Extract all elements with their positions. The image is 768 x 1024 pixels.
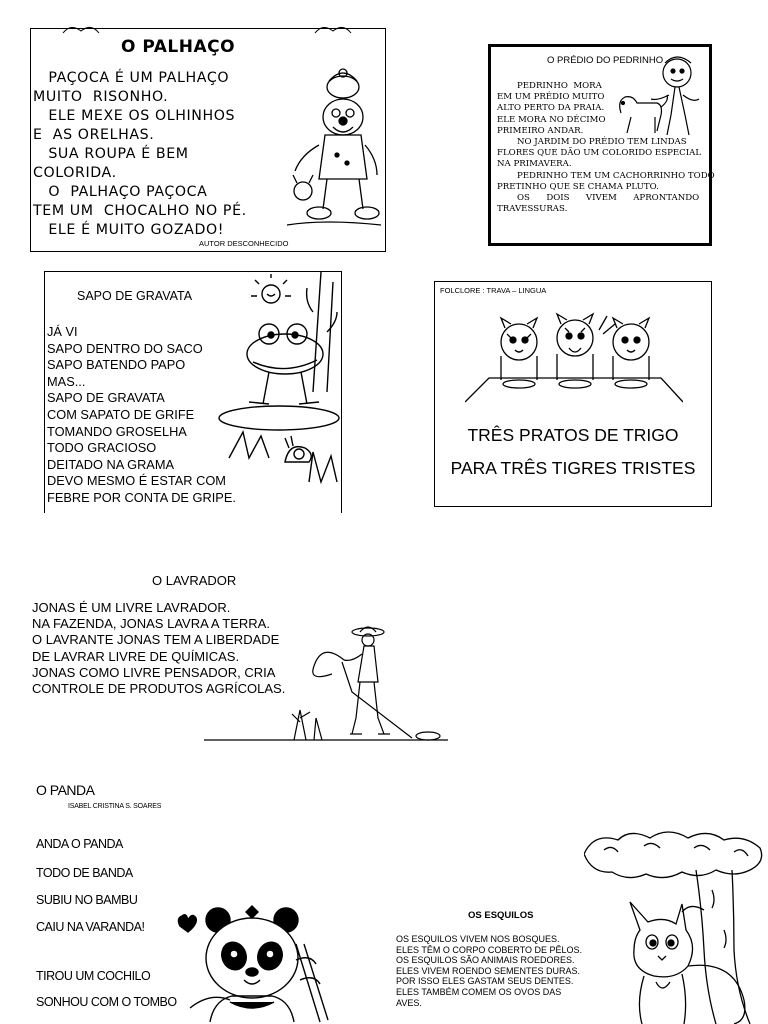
poem-line: CONTROLE DE PRODUTOS AGRÍCOLAS.: [32, 681, 286, 697]
poem-line: E AS ORELHAS.: [33, 127, 155, 143]
frog-illustration: [209, 272, 341, 492]
poem-line: ELES TÊM O CORPO COBERTO DE PÊLOS.: [396, 944, 583, 955]
poem-line: ELE MEXE OS OLHINHOS: [33, 108, 236, 124]
poem-line: COLORIDA.: [33, 165, 117, 181]
clown-illustration: [285, 59, 383, 231]
poem-line: JONAS COMO LIVRE PENSADOR, CRIA: [32, 664, 276, 680]
poem-line: NO JARDIM DO PRÉDIO TEM LINDAS: [517, 137, 687, 148]
poem-line: PRETINHO QUE SE CHAMA PLUTO.: [497, 181, 659, 192]
card-title: FOLCLORE : TRAVA – LINGUA: [440, 286, 547, 295]
ornament-icon: [61, 23, 101, 37]
poem-line: DEVO MESMO É ESTAR COM: [47, 473, 226, 489]
poem-line: SUBIU NO BAMBU: [36, 893, 138, 907]
card-o-palhaco: [30, 28, 386, 252]
poem-line: JONAS É UM LIVRE LAVRADOR.: [32, 600, 231, 615]
poem-line: DE LAVRAR LIVRE DE QUÍMICAS.: [32, 648, 240, 664]
poem-lines: [47, 324, 236, 507]
poem-line: NA PRIMAVERA.: [497, 159, 572, 170]
card-o-lavrador: [30, 570, 450, 750]
poem-line: PEDRINHO MORA: [517, 81, 602, 91]
poem-line: ELES VIVEM ROENDO SEMENTES DURAS.: [396, 965, 581, 976]
poem-line: SONHOU COM O TOMBO: [36, 995, 177, 1009]
card-title: O PANDA: [36, 782, 95, 798]
panda-illustration: [170, 904, 330, 1024]
card-title: O PALHAÇO: [121, 37, 236, 57]
card-sapo-de-gravata: [44, 271, 342, 513]
poem-line: TRAVESSURAS.: [497, 204, 568, 215]
card-title: OS ESQUILOS: [468, 910, 534, 921]
poem-lines: [396, 934, 582, 1008]
three-tigers-illustration: [465, 310, 683, 404]
poem-line: ALTO PERTO DA PRAIA.: [497, 103, 605, 114]
author-credit: AUTOR DESCONHECIDO: [199, 239, 289, 248]
poem-line: FEBRE POR CONTA DE GRIPE.: [47, 489, 236, 505]
poem-line: SAPO DENTRO DO SACO: [47, 340, 203, 356]
tongue-twister-line-1: TRÊS PRATOS DE TRIGO: [467, 425, 679, 445]
poem-line: OS ESQUILOS VIVEM NOS BOSQUES.: [396, 934, 560, 944]
card-o-predio-do-pedrinho: [488, 44, 715, 246]
poem-line: SAPO DE GRAVATA: [47, 390, 165, 406]
poem-line: ELE MORA NO DÉCIMO: [497, 114, 606, 125]
poem-line: DEITADO NA GRAMA: [47, 456, 175, 472]
poem-line: SAPO BATENDO PAPO: [47, 357, 186, 373]
squirrel-and-tree-illustration: [584, 830, 766, 1024]
poem-lines: [33, 69, 305, 240]
ornament-icon: [313, 23, 353, 37]
poem-line: POR ISSO ELES GASTAM SEUS DENTES.: [396, 976, 574, 987]
poem-line: CAIU NA VARANDA!: [36, 920, 145, 934]
poem-line: SUA ROUPA É BEM: [33, 146, 189, 162]
card-os-esquilos: [394, 830, 768, 1024]
poem-line: O LAVRANTE JONAS TEM A LIBERDADE: [32, 632, 280, 648]
tongue-twister-line-2: PARA TRÊS TIGRES TRISTES: [450, 458, 696, 478]
poem-line: FLORES QUE DÃO UM COLORIDO ESPECIAL: [497, 148, 702, 159]
poem-line: ELES TAMBÉM COMEM OS OVOS DAS: [396, 986, 562, 997]
card-o-panda: [34, 780, 354, 1024]
card-title: O PRÉDIO DO PEDRINHO: [547, 55, 664, 66]
poem-line: COM SAPATO DE GRIFE: [47, 406, 195, 422]
poem-line: EM UM PRÉDIO MUITO: [497, 92, 605, 103]
poem-line: ELE É MUITO GOZADO!: [33, 222, 225, 238]
card-trava-lingua: [434, 281, 712, 507]
poem-line: O PALHAÇO PAÇOCA: [33, 184, 208, 200]
card-title: O LAVRADOR: [152, 573, 237, 588]
poem-line: AVES.: [396, 997, 422, 1008]
poem-line: JÁ VI: [47, 324, 78, 339]
poem-line: PAÇOCA É UM PALHAÇO: [33, 70, 230, 86]
card-title: SAPO DE GRAVATA: [77, 289, 193, 303]
poem-line: TOMANDO GROSELHA: [47, 423, 187, 439]
poem-line: MAS...: [47, 373, 86, 389]
poem-line: PRIMEIRO ANDAR.: [497, 125, 584, 136]
poem-line: OS DOIS VIVEM APRONTANDO: [517, 193, 700, 204]
poem-line: PEDRINHO TEM UM CACHORRINHO TODO: [517, 170, 715, 181]
farmer-illustration: [202, 622, 448, 746]
poem-line: TEM UM CHOCALHO NO PÉ.: [33, 203, 247, 219]
poem-line: NA FAZENDA, JONAS LAVRA A TERRA.: [32, 616, 270, 632]
poem-line: OS ESQUILOS SÃO ANIMAIS ROEDORES.: [396, 955, 575, 966]
poem-line: TIROU UM COCHILO: [36, 969, 151, 983]
poem-line: ANDA O PANDA: [36, 837, 123, 851]
poem-line: TODO DE BANDA: [36, 866, 133, 880]
poem-line: MUITO RISONHO.: [33, 89, 169, 105]
author-credit: ISABEL CRISTINA S. SOARES: [68, 803, 162, 810]
poem-line: TODO GRACIOSO: [47, 440, 157, 456]
boy-and-dog-illustration: [611, 51, 707, 143]
